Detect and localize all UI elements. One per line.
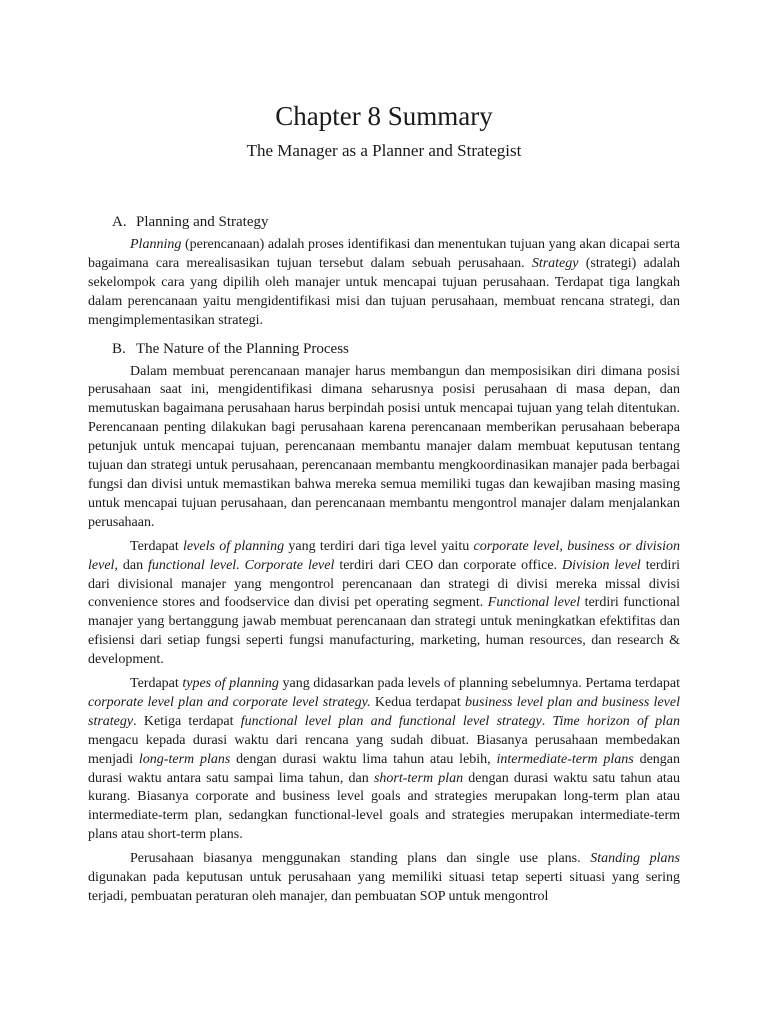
italic-term: business level plan and business level strategy [88, 694, 680, 729]
italic-term: Standing plans [590, 851, 680, 867]
section-b-title: The Nature of the Planning Process [136, 340, 349, 357]
text-run: Perusahaan biasanya menggunakan standing plans dan single use plans. [130, 851, 591, 867]
document-page [88, 100, 680, 912]
text-run: . [541, 713, 553, 729]
section-a-heading [88, 212, 680, 232]
italic-term: Functional level [487, 595, 581, 611]
text-run: Dalam membuat perencanaan manajer harus membangun dan memposisikan diri dimana posisi perusahaan saat ini, mengidentifikasi dimana seharusnya posisi perusahaan di masa depan, dan memutuskan bagaimana perusahaan harus berpindah posisi untuk mencapai tujuan yang telah ditentukan. Perencanaan penting dilakukan bagi perusahaan karena perencanaan memberikan perusahaan beberapa petunjuk untuk mencapai tujuan, perencanaan membantu manajer dalam membuat keputusan tentang tujuan dan strategi untuk perusahaan, perencanaan membantu mengkoordinasikan manajer pada berbagai fungsi dan divisi untuk memastikan bahwa mereka semua memiliki tugas dan kewajiban masing masing untuk mencapai tujuan perusahaan, dan perencanaan membantu mengontrol manajer dalam menjalankan perusahaan. [88, 363, 680, 530]
section-b-paragraph-3 [88, 675, 680, 845]
text-run: yang didasarkan pada levels of planning sebelumnya. Pertama terdapat [278, 676, 680, 692]
italic-term: Division level [562, 557, 641, 573]
italic-term: levels of planning [183, 538, 285, 554]
italic-term: Strategy [531, 255, 579, 271]
italic-term: intermediate-term plans [496, 751, 634, 767]
text-run: terdiri dari divisional manajer yang mengontrol perencanaan dan strategi di divisi mereka missal divisi convenience stores and foodservice dan divisi pet operating segment. [88, 557, 680, 611]
section-a-title: Planning and Strategy [136, 214, 269, 230]
section-b-paragraph-4 [88, 850, 680, 907]
italic-term: types of planning [182, 676, 279, 692]
text-run: dengan durasi waktu lima tahun atau lebih, [230, 751, 497, 767]
text-run: (strategi) adalah sekelompok cara yang dipilih oleh manajer untuk mencapai tujuan perusahaan. Terdapat tiga langkah dalam perencanaan yaitu mengidentifikasi misi dan tujuan perusahaan, membuat rencana strategi, dan mengimplementasikan strategi. [88, 255, 681, 328]
text-run: Terdapat [130, 676, 183, 692]
italic-term: Time horizon of plan [552, 713, 681, 729]
text-run: Kedua terdapat [370, 694, 466, 710]
section-b-paragraph-1 [88, 363, 680, 533]
text-run: (perencanaan) adalah proses identifikasi dan menentukan tujuan yang akan dicapai serta bagaimana cara merealisasikan tujuan tersebut dalam sebuah perusahaan. [88, 237, 680, 271]
italic-term: long-term plans [138, 751, 231, 767]
section-b-letter: B. [112, 340, 126, 357]
text-run: dengan durasi waktu antara satu sampai lima tahun, dan [88, 751, 680, 786]
italic-term: functional level. Corporate level [148, 557, 335, 573]
section-b-paragraph-2 [88, 538, 680, 670]
italic-term: corporate level, business or division level, [88, 538, 680, 573]
italic-term: corporate level plan and corporate level strategy. [88, 694, 371, 710]
text-run: terdiri functional manajer yang bertanggung jawab membuat perencanaan dan strategi untuk meningkatkan efektifitas dan efisiensi dari setiap fungsi seperti fungsi manufacturing, marketing, human resources, dan research & development. [88, 595, 681, 668]
text-run: terdiri dari CEO dan corporate office. [334, 557, 562, 573]
italic-term: short-term plan [373, 770, 464, 786]
text-run: dengan durasi waktu satu tahun atau kurang. Biasanya corporate and business level goals and strategies merupakan long-term plan atau intermediate-term plan, sedangkan functional-level goals and strategies merupakan intermediate-term plans atau short-term plans. [88, 770, 681, 843]
text-run: Terdapat [130, 538, 184, 554]
section-a-paragraph-1 [88, 236, 680, 331]
italic-term: functional level plan and functional level strategy [240, 713, 542, 729]
section-b-heading [88, 339, 680, 359]
italic-term: Planning [130, 237, 182, 252]
text-run: mengacu kepada durasi waktu dari rencana yang sudah dibuat. Biasanya perusahaan membedakan menjadi [88, 732, 680, 767]
section-a-letter: A. [112, 214, 127, 230]
page-title: Chapter 8 Summary [275, 101, 493, 131]
text-run: . Ketiga terdapat [133, 713, 241, 729]
text-run: yang terdiri dari tiga level yaitu [284, 538, 474, 554]
text-run: dan [117, 557, 149, 573]
text-run: digunakan pada keputusan untuk perusahaan yang memiliki situasi tetap seperti situasi yang sering terjadi, pembuatan peraturan oleh manajer, dan pembuatan SOP untuk mengontrol [88, 870, 680, 904]
page-subtitle: The Manager as a Planner and Strategist [246, 141, 522, 160]
